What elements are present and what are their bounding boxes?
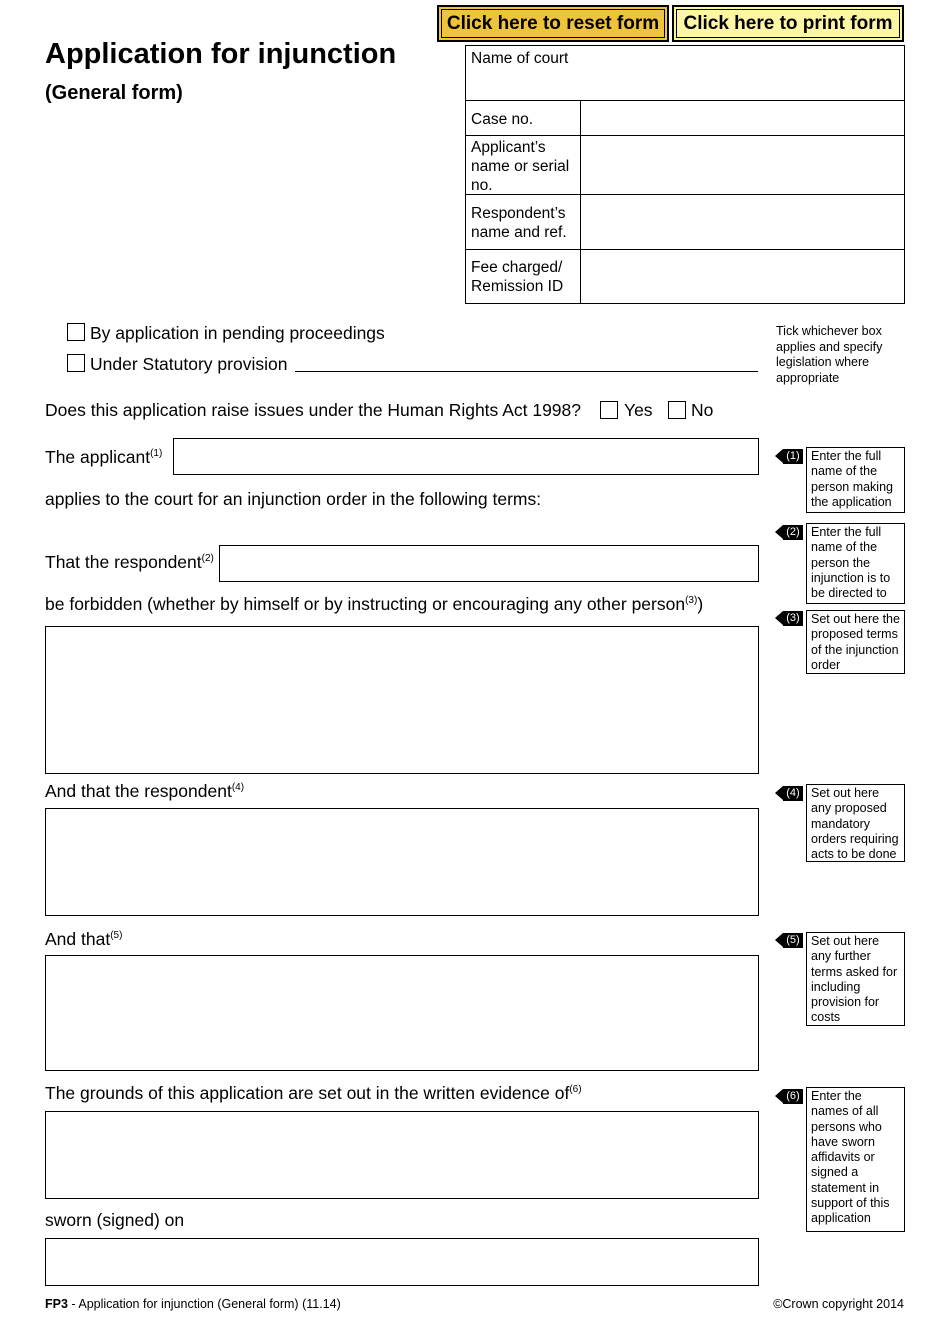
case-no-label: Case no. <box>471 111 534 128</box>
fee-label: Fee charged/ Remission ID <box>471 259 564 295</box>
note-3: Set out here the proposed terms of the injunction order <box>806 610 905 674</box>
sworn-date-input[interactable] <box>45 1238 759 1286</box>
footer-form-code <box>45 1297 341 1311</box>
note-3-marker: (3) <box>775 611 804 626</box>
statutory-provision-input[interactable] <box>295 352 758 372</box>
tick-box-hint: Tick whichever box applies and specify legislation where appropriate <box>776 324 883 385</box>
fee-input[interactable] <box>581 250 904 304</box>
written-evidence-textarea[interactable] <box>45 1111 759 1199</box>
note-6-marker: (6) <box>775 1089 804 1104</box>
footer-copyright: ©Crown copyright 2014 <box>773 1297 904 1311</box>
applicant-name-label: Applicant’s name or serial no. <box>471 139 570 194</box>
applies-text: applies to the court for an injunction order in the following terms: <box>45 489 542 509</box>
grounds-ref: (6) <box>569 1084 582 1096</box>
applicant-ref: (1) <box>150 448 163 460</box>
respondent-input[interactable] <box>219 545 759 582</box>
forbidden-terms-textarea[interactable] <box>45 626 759 774</box>
page-title: Application for injunction <box>45 38 397 70</box>
respondent-label <box>45 552 214 573</box>
note-1-marker: (1) <box>775 449 804 464</box>
respondent-text: That the respondent <box>45 552 202 572</box>
and-respondent-text: And that the respondent <box>45 781 232 801</box>
print-form-button[interactable] <box>672 5 904 42</box>
applicant-name-input[interactable] <box>581 136 904 194</box>
and-respondent-label <box>45 781 244 802</box>
name-of-court-input[interactable] <box>466 66 904 100</box>
note-1: Enter the full name of the person making the application <box>806 447 905 513</box>
forbidden-ref: (3) <box>685 595 698 607</box>
pending-proceedings-label: By application in pending proceedings <box>90 323 385 343</box>
applicant-text: The applicant <box>45 447 151 467</box>
respondent-ref: (2) <box>201 553 214 565</box>
note-5: Set out here any further terms asked for including provision for costs <box>806 932 905 1026</box>
human-rights-no-checkbox[interactable] <box>668 401 686 419</box>
note-4: Set out here any proposed mandatory orders requiring acts to be done <box>806 784 905 862</box>
note-2-marker: (2) <box>775 525 804 540</box>
form-description: - Application for injunction (General form) (11.14) <box>67 1297 341 1311</box>
human-rights-yes-checkbox[interactable] <box>600 401 618 419</box>
statutory-provision-label: Under Statutory provision <box>90 354 288 374</box>
further-terms-textarea[interactable] <box>45 955 759 1071</box>
court-details-table <box>465 45 905 304</box>
human-rights-no-label: No <box>691 400 714 420</box>
and-that-text: And that <box>45 929 111 949</box>
grounds-text: The grounds of this application are set out in the written evidence of <box>45 1083 570 1103</box>
respondent-name-label: Respondent’s name and ref. <box>471 205 567 241</box>
statutory-provision-checkbox[interactable] <box>67 354 85 372</box>
print-form-label: Click here to print form <box>683 12 893 34</box>
and-that-ref: (5) <box>110 930 123 942</box>
respondent-name-input[interactable] <box>581 195 904 249</box>
note-6: Enter the names of all persons who have sworn affidavits or signed a statement in support of this application <box>806 1087 905 1232</box>
grounds-label <box>45 1083 582 1104</box>
and-respondent-ref: (4) <box>231 782 245 794</box>
reset-form-button[interactable] <box>437 5 669 42</box>
human-rights-question: Does this application raise issues under the Human Rights Act 1998? <box>45 400 581 420</box>
name-of-court-label: Name of court <box>471 50 569 67</box>
page-subtitle: (General form) <box>45 82 183 104</box>
reset-form-label: Click here to reset form <box>446 12 660 34</box>
note-4-marker: (4) <box>775 786 804 801</box>
form-code: FP3 <box>45 1297 68 1311</box>
note-5-marker: (5) <box>775 933 804 948</box>
applicant-label <box>45 447 162 468</box>
and-that-label <box>45 929 122 950</box>
applicant-input[interactable] <box>173 438 759 475</box>
note-2: Enter the full name of the person the injunction is to be directed to <box>806 523 905 604</box>
forbidden-label: be forbidden (whether by himself or by instructing or encouraging any other person$^{(3)}$) <box>45 594 704 614</box>
pending-proceedings-checkbox[interactable] <box>67 323 85 341</box>
mandatory-orders-textarea[interactable] <box>45 808 759 916</box>
case-no-input[interactable] <box>581 101 904 135</box>
sworn-label: sworn (signed) on <box>45 1210 185 1230</box>
forbidden-text: be forbidden (whether by himself or by instructing or encouraging any other person <box>45 594 686 614</box>
human-rights-yes-label: Yes <box>624 400 653 420</box>
